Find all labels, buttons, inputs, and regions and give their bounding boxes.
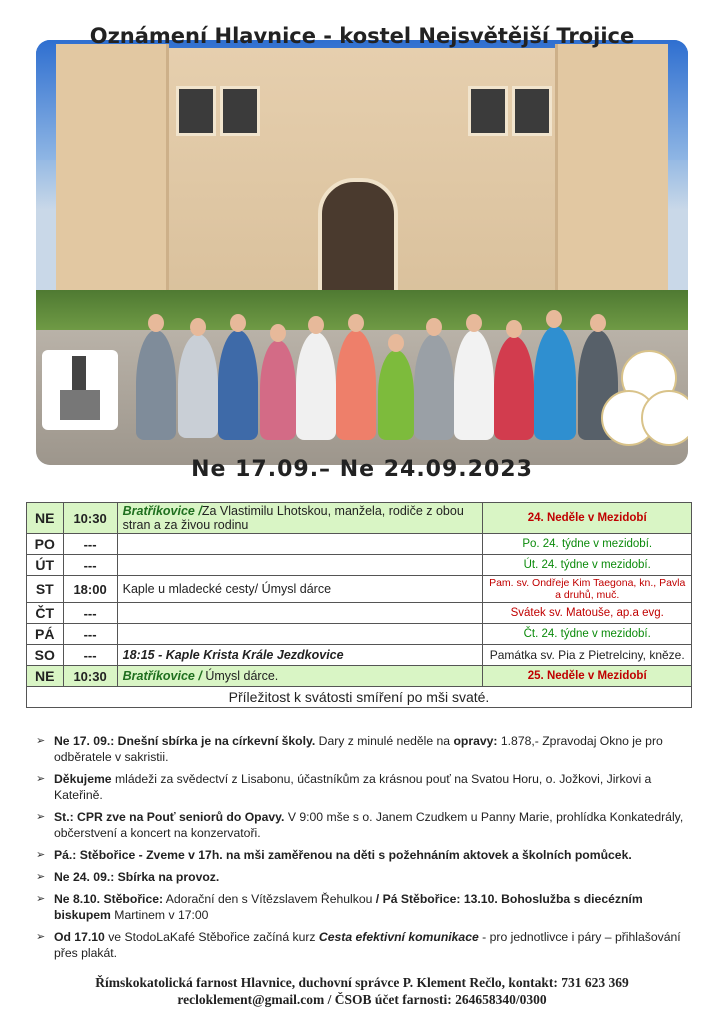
note-text: 1.878,- Zpravodaj Okno je pro odběratele v sakristii. (54, 734, 663, 764)
table-row (27, 503, 692, 534)
feast-cell: Památka sv. Pia z Pietrelciny, kněze. (483, 645, 692, 666)
window (512, 86, 552, 136)
table-row (27, 624, 692, 645)
day-cell: PÁ (27, 624, 64, 645)
window (220, 86, 260, 136)
day-cell: NE (27, 503, 64, 534)
page-title: Oznámení Hlavnice - kostel Nejsvětější Trojice (89, 24, 635, 48)
table-row (27, 555, 692, 576)
feast-cell: Pam. sv. Ondřeje Kim Taegona, kn., Pavla a druhů, muč. (483, 576, 692, 603)
table-row (27, 666, 692, 687)
arrow-bullet-icon: ➢ (36, 871, 46, 883)
date-range: Ne 17.09.– Ne 24.09.2023 (191, 457, 533, 482)
note-lead: Ne 8.10. Stěbořice: (54, 892, 164, 906)
list-item (36, 869, 700, 885)
day-cell: ST (27, 576, 64, 603)
note-bold: opravy: (453, 734, 498, 748)
intent-cell (117, 555, 483, 576)
note-lead: Od 17.10 (54, 930, 105, 944)
note-text: Adorační den s Vítězslavem Řehulkou (163, 892, 376, 906)
church-portal (318, 178, 398, 296)
list-item (36, 891, 700, 923)
mass-schedule-table (26, 502, 692, 708)
footer-contact: Římskokatolická farnost Hlavnice, duchovní správce P. Klement Rečlo, kontakt: 731 623 369 (95, 975, 629, 990)
note-lead: St.: CPR zve na Pouť seniorů do Opavy. (54, 810, 285, 824)
note-lead: Ne 24. 09.: Sbírka na provoz. (54, 870, 220, 884)
group-of-pilgrims (132, 290, 632, 450)
footer-bank: recloklement@gmail.com / ČSOB účet farnosti: 264658340/0300 (177, 992, 547, 1007)
time-cell: 18:00 (63, 576, 117, 603)
arrow-bullet-icon: ➢ (36, 931, 46, 943)
table-row (27, 534, 692, 555)
emblem-dove-icon (641, 390, 688, 446)
window (176, 86, 216, 136)
intent-cell (117, 624, 483, 645)
time-cell: 10:30 (63, 666, 117, 687)
list-item (36, 733, 700, 765)
intent-place: Bratříkovice / (122, 669, 202, 683)
arrow-bullet-icon: ➢ (36, 773, 46, 785)
list-item (36, 929, 700, 961)
note-text: ve StodoLaKafé Stěbořice začíná kurz (104, 930, 319, 944)
church-group-photo (36, 40, 688, 465)
day-cell: SO (27, 645, 64, 666)
announcements-list (36, 733, 700, 967)
note-bold: Cesta efektivní komunikace (318, 930, 479, 944)
note-lead: Děkujeme (54, 772, 112, 786)
day-cell: ČT (27, 603, 64, 624)
note-text: Dary z minulé neděle na (315, 734, 454, 748)
note-text: mládeži za svědectví z Lisabonu, účastníkům za krásnou pouť na Svatou Horu, o. Jožkovi, Jirkovi a Kateřině. (54, 772, 652, 802)
time-cell: --- (63, 534, 117, 555)
intent-cell (117, 666, 483, 687)
time-cell: --- (63, 624, 117, 645)
intent-cell: 18:15 - Kaple Krista Krále Jezdkovice (117, 645, 483, 666)
time-cell: 10:30 (63, 503, 117, 534)
time-cell: --- (63, 603, 117, 624)
arrow-bullet-icon: ➢ (36, 849, 46, 861)
note-lead: Pá.: Stěbořice - Zveme v 17h. na mši zaměřenou na děti s požehnáním aktovek a školních pomůcek. (54, 848, 632, 862)
table-row (27, 687, 692, 708)
intent-cell (117, 503, 483, 534)
arrow-bullet-icon: ➢ (36, 735, 46, 747)
feast-cell: Út. 24. týdne v mezidobí. (483, 555, 692, 576)
feast-cell: 24. Neděle v Mezidobí (483, 503, 692, 534)
table-row (27, 645, 692, 666)
window (468, 86, 508, 136)
day-cell: PO (27, 534, 64, 555)
feast-cell: Svátek sv. Matouše, ap.a evg. (483, 603, 692, 624)
table-row (27, 603, 692, 624)
list-item (36, 809, 700, 841)
feast-cell: 25. Neděle v Mezidobí (483, 666, 692, 687)
note-text: V 9:00 mše s o. Janem Czudkem u Panny Marie, prohlídka Konkatedrály, občerstvení a koncert na konzervatoři. (54, 810, 684, 840)
list-item (36, 771, 700, 803)
note-lead: Ne 17. 09.: Dnešní sbírka je na církevní školy. (54, 734, 316, 748)
feast-cell: Po. 24. týdne v mezidobí. (483, 534, 692, 555)
arrow-bullet-icon: ➢ (36, 893, 46, 905)
intent-cell (117, 534, 483, 555)
intent-text: Úmysl dárce. (205, 669, 279, 683)
intent-text: Za Vlastimilu Lhotskou, manžela, rodiče z obou stran a za živou rodinu (122, 504, 464, 532)
feast-cell: Čt. 24. týdne v mezidobí. (483, 624, 692, 645)
church-sketch-icon (42, 350, 118, 430)
confession-note: Příležitost k svátosti smíření po mši svaté. (27, 687, 692, 708)
day-cell: NE (27, 666, 64, 687)
note-text: - pro jednotlivce i páry – přihlašování přes plakát. (54, 930, 681, 960)
note-bold: / Pá Stěbořice: 13.10. Bohoslužba s diecézním biskupem (54, 892, 643, 922)
intent-place: Bratříkovice / (122, 504, 202, 518)
intent-cell: Kaple u mladecké cesty/ Úmysl dárce (117, 576, 483, 603)
time-cell: --- (63, 645, 117, 666)
intent-cell (117, 603, 483, 624)
time-cell: --- (63, 555, 117, 576)
note-text: Martinem v 17:00 (110, 908, 209, 922)
arrow-bullet-icon: ➢ (36, 811, 46, 823)
day-cell: ÚT (27, 555, 64, 576)
list-item (36, 847, 700, 863)
table-row (27, 576, 692, 603)
